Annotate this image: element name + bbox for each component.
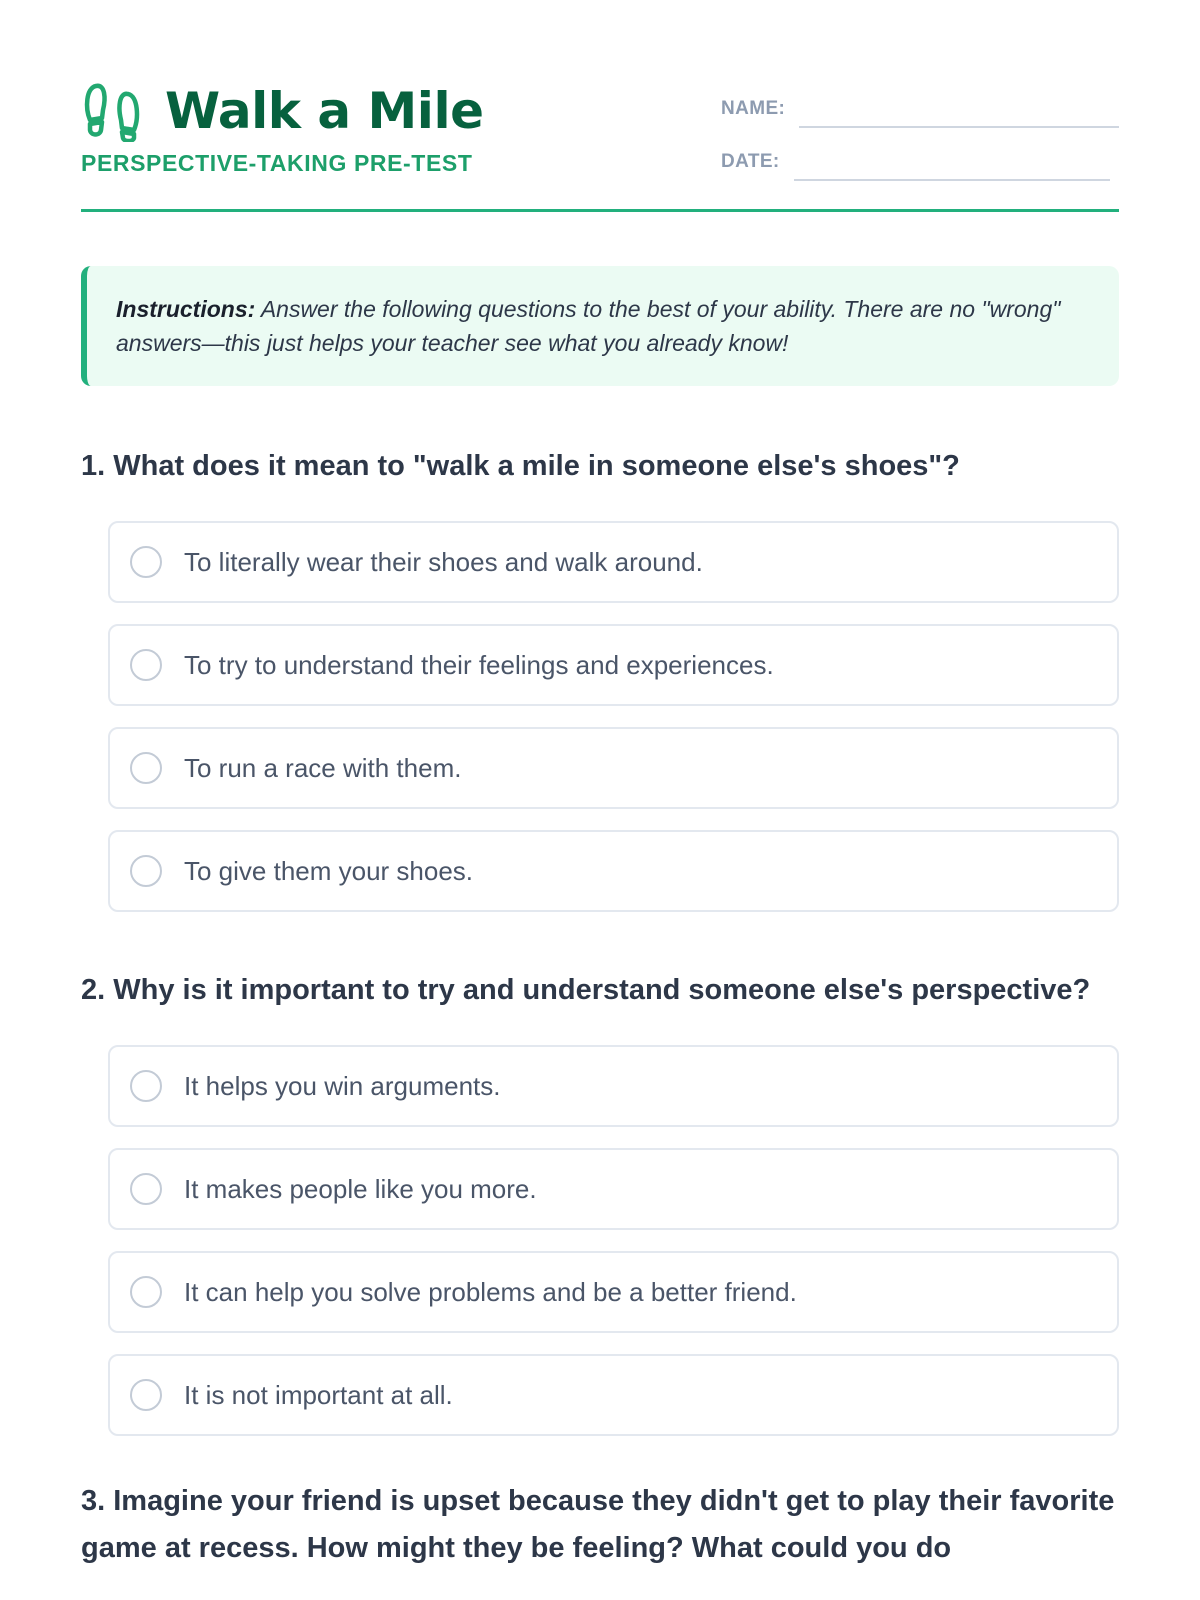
answer-options <box>81 521 1119 912</box>
date-label: DATE: <box>721 151 780 172</box>
option-label: It can help you solve problems and be a better friend. <box>184 1276 797 1307</box>
answer-option[interactable] <box>108 830 1119 912</box>
radio-button[interactable] <box>130 855 162 887</box>
instructions-label: Instructions: <box>116 296 256 322</box>
radio-button[interactable] <box>130 546 162 578</box>
date-field[interactable] <box>794 151 1110 181</box>
question-3 <box>81 1478 1119 1572</box>
answer-option[interactable] <box>108 624 1119 706</box>
radio-button[interactable] <box>130 1070 162 1102</box>
option-label: To literally wear their shoes and walk around. <box>184 546 703 577</box>
option-label: It helps you win arguments. <box>184 1070 501 1101</box>
answer-option[interactable] <box>108 1251 1119 1333</box>
question-1 <box>81 443 1119 912</box>
worksheet-header <box>81 0 1119 212</box>
instructions-box <box>81 266 1119 386</box>
option-label: To give them your shoes. <box>184 855 474 886</box>
page-title: Walk a Mile <box>165 82 484 140</box>
option-label: To try to understand their feelings and experiences. <box>184 649 774 680</box>
brand <box>81 80 484 177</box>
question-text: 2. Why is it important to try and understand someone else's perspective? <box>81 974 1091 1006</box>
name-field-row <box>721 90 1119 128</box>
page-subtitle: PERSPECTIVE-TAKING PRE-TEST <box>81 150 473 176</box>
option-label: It is not important at all. <box>184 1379 453 1410</box>
answer-option[interactable] <box>108 727 1119 809</box>
option-label: It makes people like you more. <box>184 1173 537 1204</box>
answer-options <box>81 1045 1119 1436</box>
radio-button[interactable] <box>130 1173 162 1205</box>
question-text: 3. Imagine your friend is upset because they didn't get to play their favorite game at recess. How might they be feeling? What could you do <box>81 1485 1115 1564</box>
answer-option[interactable] <box>108 521 1119 603</box>
question-text: 1. What does it mean to "walk a mile in someone else's shoes"? <box>81 450 960 482</box>
answer-option[interactable] <box>108 1354 1119 1436</box>
name-label: NAME: <box>721 98 786 119</box>
radio-button[interactable] <box>130 1379 162 1411</box>
answer-option[interactable] <box>108 1148 1119 1230</box>
option-label: To run a race with them. <box>184 752 462 783</box>
radio-button[interactable] <box>130 649 162 681</box>
name-field[interactable] <box>799 98 1119 128</box>
radio-button[interactable] <box>130 1276 162 1308</box>
radio-button[interactable] <box>130 752 162 784</box>
question-2 <box>81 967 1119 1436</box>
date-field-row <box>721 143 1119 181</box>
footprints-icon <box>81 80 143 142</box>
instructions-text: Answer the following questions to the best of your ability. There are no "wrong" answers—this just helps your teacher see what you already know! <box>116 296 1061 356</box>
answer-option[interactable] <box>108 1045 1119 1127</box>
student-fields <box>721 90 1119 196</box>
